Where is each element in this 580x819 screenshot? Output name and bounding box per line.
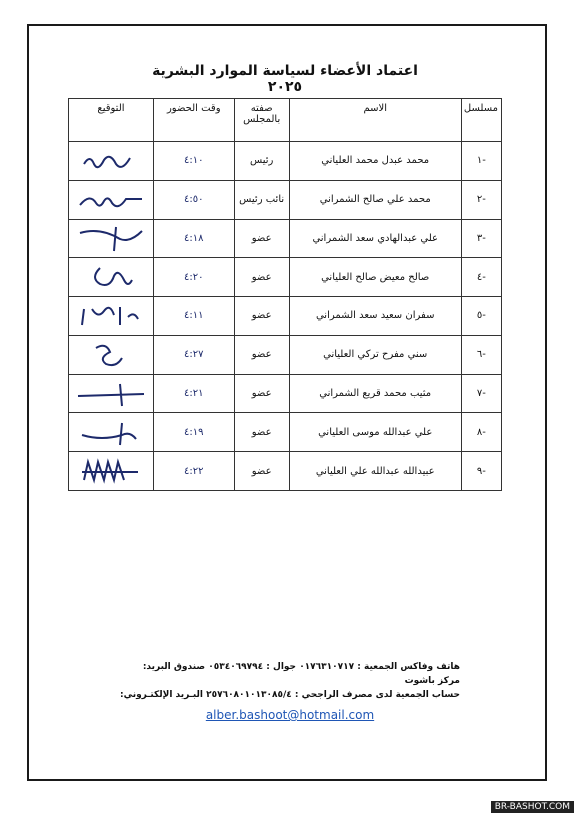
row-serial: -١ <box>461 142 501 181</box>
row-serial: -٤ <box>461 258 501 297</box>
row-time: ٤:١١ <box>153 297 234 336</box>
signature-cell <box>69 452 154 491</box>
row-serial: -٦ <box>461 335 501 374</box>
document-footer <box>120 660 460 722</box>
row-name: سفران سعيد سعد الشمراني <box>289 297 461 336</box>
row-serial: -٢ <box>461 180 501 219</box>
signature-cell <box>69 374 154 413</box>
header-serial: مسلسل <box>461 99 501 142</box>
row-name: علي عبدالله موسى العلياني <box>289 413 461 452</box>
signature-cell <box>69 258 154 297</box>
signature-cell <box>69 297 154 336</box>
header-time: وقت الحضور <box>153 99 234 142</box>
table-header-row <box>69 99 502 142</box>
table-row <box>69 452 502 491</box>
row-name: عبيدالله عبدالله علي العلياني <box>289 452 461 491</box>
signature-cell <box>69 219 154 258</box>
row-time: ٤:٥٠ <box>153 180 234 219</box>
table-row <box>69 335 502 374</box>
table-row <box>69 180 502 219</box>
header-name: الاسم <box>289 99 461 142</box>
table-row <box>69 219 502 258</box>
handwritten-signature <box>76 146 146 176</box>
watermark-badge: BR-BASHOT.COM <box>491 801 574 813</box>
table-row <box>69 142 502 181</box>
document-title: اعتماد الأعضاء لسياسة الموارد البشرية ٢٠٢٥ <box>152 63 418 95</box>
row-name: محمد علي صالح الشمراني <box>289 180 461 219</box>
handwritten-signature <box>76 417 146 447</box>
row-serial: -٩ <box>461 452 501 491</box>
email-link[interactable]: alber.bashoot@hotmail.com <box>205 708 375 722</box>
header-role: صفته بالمجلس <box>234 99 289 142</box>
table-row <box>69 374 502 413</box>
row-role: عضو <box>234 297 289 336</box>
row-role: رئيس <box>234 142 289 181</box>
table-row <box>69 258 502 297</box>
handwritten-signature <box>76 340 146 370</box>
signature-cell <box>69 180 154 219</box>
row-serial: -٥ <box>461 297 501 336</box>
signature-cell <box>69 413 154 452</box>
row-name: صالح معيض صالح العلياني <box>289 258 461 297</box>
handwritten-signature <box>76 185 146 215</box>
contact-line: هاتف وفاكس الجمعية : ٠١٧٦٣١٠٧١٧ جوال : ٠٥٣٤٠٦٩٧٩٤ صندوق البريد: مركز باشوت <box>142 662 460 686</box>
row-name: محمد عبدل محمد العلياني <box>289 142 461 181</box>
handwritten-signature <box>76 262 146 292</box>
row-role: عضو <box>234 452 289 491</box>
row-time: ٤:٢١ <box>153 374 234 413</box>
handwritten-signature <box>76 301 146 331</box>
handwritten-signature <box>76 456 146 486</box>
row-name: مثيب محمد قريع الشمراني <box>289 374 461 413</box>
row-role: عضو <box>234 219 289 258</box>
signature-cell <box>69 142 154 181</box>
members-table <box>68 98 502 491</box>
row-time: ٤:١٠ <box>153 142 234 181</box>
handwritten-signature <box>76 223 146 253</box>
row-serial: -٧ <box>461 374 501 413</box>
row-role: نائب رئيس <box>234 180 289 219</box>
row-time: ٤:٢٢ <box>153 452 234 491</box>
row-name: علي عبدالهادي سعد الشمراني <box>289 219 461 258</box>
bank-line: حساب الجمعية لدى مصرف الراجحي : ٢٥٧٦٠٨٠١٠١٣٠٨٥/٤ البـريد الإلكتـروني: <box>120 690 460 700</box>
row-serial: -٨ <box>461 413 501 452</box>
row-time: ٤:١٩ <box>153 413 234 452</box>
header-signature: التوقيع <box>69 99 154 142</box>
row-time: ٤:٢٧ <box>153 335 234 374</box>
table-row <box>69 297 502 336</box>
row-role: عضو <box>234 258 289 297</box>
row-name: سني مفرح تركي العلياني <box>289 335 461 374</box>
row-role: عضو <box>234 413 289 452</box>
row-time: ٤:١٨ <box>153 219 234 258</box>
handwritten-signature <box>76 378 146 408</box>
row-role: عضو <box>234 374 289 413</box>
row-serial: -٣ <box>461 219 501 258</box>
table-row <box>69 413 502 452</box>
row-role: عضو <box>234 335 289 374</box>
signature-cell <box>69 335 154 374</box>
row-time: ٤:٢٠ <box>153 258 234 297</box>
